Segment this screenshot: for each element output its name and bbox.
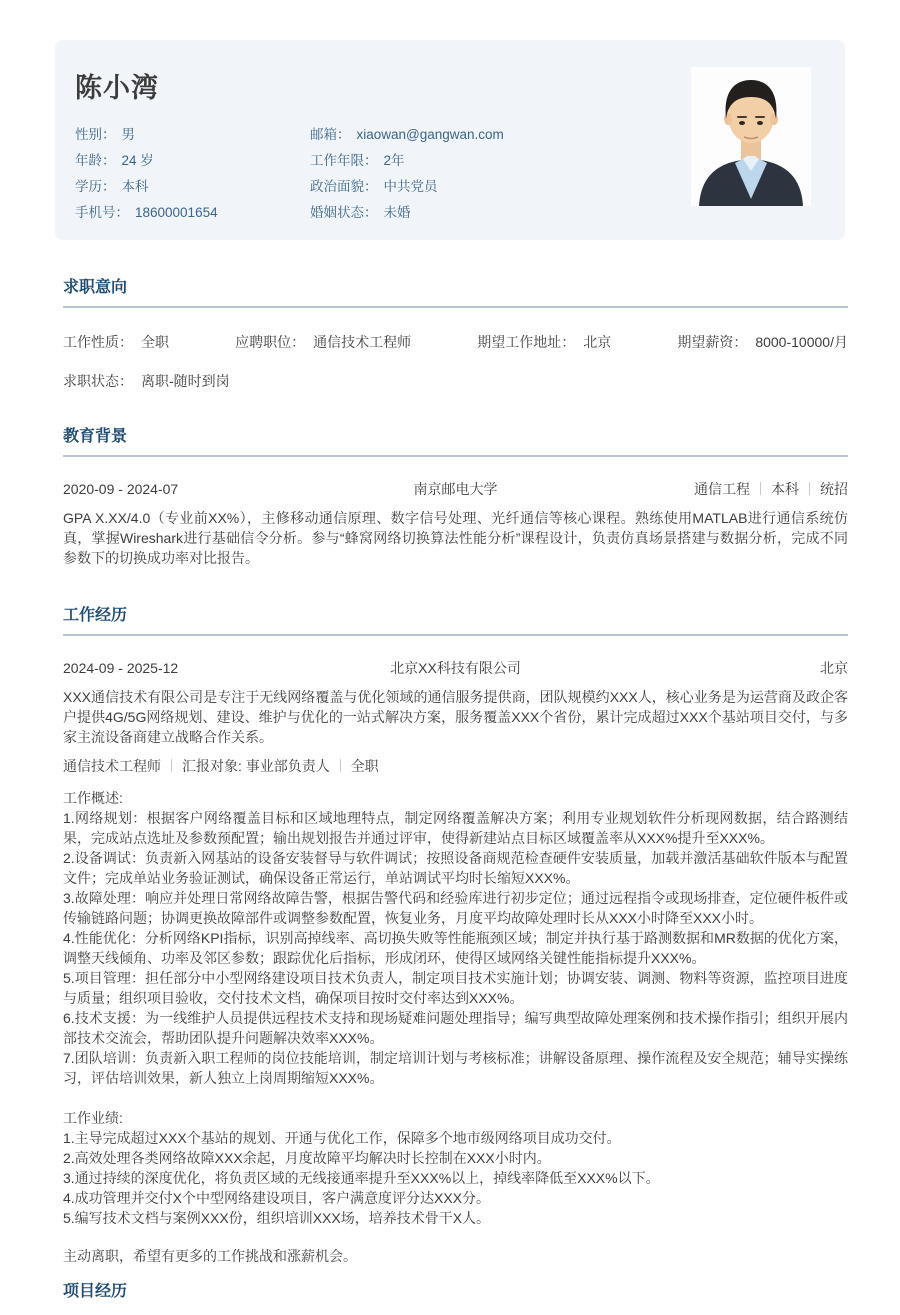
work-achievements-heading: 工作业绩: xyxy=(63,1110,123,1126)
info-field-age xyxy=(75,149,310,169)
field-label: 期望薪资： xyxy=(677,334,748,350)
section-title-project-experience: 项目经历 xyxy=(63,1283,128,1300)
separator-bar xyxy=(809,482,810,495)
field-label: 学历： xyxy=(75,179,116,194)
separator-bar xyxy=(171,759,172,772)
field-value: 男 xyxy=(121,127,135,142)
field-value: 全职 xyxy=(141,334,169,350)
intent-field-salary xyxy=(677,334,848,350)
field-value: 未婚 xyxy=(383,205,411,220)
field-label: 邮箱： xyxy=(310,127,351,142)
separator-bar xyxy=(760,482,761,495)
education-enrollment-type: 统招 xyxy=(820,481,848,497)
work-overview-item: 4.性能优化：分析网络KPI指标，识别高掉线率、高切换失败等性能瓶颈区域；制定并执行基于路测数据和MR数据的优化方案，调整天线倾角、功率及邻区参数；跟踪优化后指标，形成闭环，使得区域网络关键性能指标提升XXX%。 xyxy=(63,930,848,966)
resignation-note: 主动离职，希望有更多的工作挑战和涨薪机会。 xyxy=(63,1248,357,1264)
work-company-intro: XXX通信技术有限公司是专注于无线网络覆盖与优化领域的通信服务提供商，团队规模约XXX人，核心业务是为运营商及政企客户提供4G/5G网络规划、建设、维护与优化的一站式解决方案，服务覆盖XXX个省份，累计完成超过XXX个基站项目交付，与多家主流设备商建立战略合作关系。 xyxy=(63,689,848,745)
education-school: 南京邮电大学 xyxy=(413,481,498,497)
work-record-row xyxy=(63,660,848,677)
field-label: 期望工作地址： xyxy=(477,334,576,350)
field-value: 北京 xyxy=(583,334,612,350)
candidate-name: 陈小湾 xyxy=(75,73,159,103)
field-label: 应聘职位： xyxy=(235,334,306,350)
work-achievement-item: 1.主导完成超过XXX个基站的规划、开通与优化工作，保障多个地市级网络项目成功交付。 xyxy=(63,1130,621,1146)
field-value: 通信技术工程师 xyxy=(313,334,412,350)
field-value: 8000-10000/月 xyxy=(755,334,848,350)
info-field-experience-years xyxy=(310,149,615,169)
info-field-marital-status xyxy=(310,201,615,221)
work-overview-block xyxy=(63,788,848,1088)
info-field-political-status xyxy=(310,175,615,195)
work-achievement-item: 5.编写技术文档与案例XXX份，组织培训XXX场，培养技术骨干X人。 xyxy=(63,1210,491,1226)
work-overview-item: 5.项目管理：担任部分中小型网络建设项目技术负责人，制定项目技术实施计划；协调安装、调测、物料等资源，监控项目进度与质量；组织项目验收，交付技术文档，确保项目按时交付率达到XXX%。 xyxy=(63,970,848,1006)
field-value: 本科 xyxy=(121,179,149,194)
field-value: 离职-随时到岗 xyxy=(141,373,230,389)
work-job-title: 通信技术工程师 xyxy=(63,758,161,774)
field-value: 24 岁 xyxy=(121,153,154,168)
intent-field-job-type xyxy=(63,334,169,350)
work-overview-item: 2.设备调试：负责新入网基站的设备安装督导与软件调试；按照设备商规范检查硬件安装质量，加载并激活基础软件版本与配置文件；完成单站业务验证测试，确保设备正常运行，单站调试平均时长缩短XXX%。 xyxy=(63,850,848,886)
info-field-education xyxy=(75,175,310,195)
field-value: 2年 xyxy=(383,153,405,168)
section-title-education: 教育背景 xyxy=(63,423,848,457)
separator-bar xyxy=(340,759,341,772)
work-overview-item: 6.技术支援：为一线维护人员提供远程技术支持和现场疑难问题处理指导；编写典型故障处理案例和技术操作指引；组织开展内部技术交流会，帮助团队提升问题解决效率XXX%。 xyxy=(63,1010,848,1046)
intent-field-location xyxy=(477,334,611,350)
field-label: 工作年限： xyxy=(310,153,378,168)
field-label: 年龄： xyxy=(75,153,116,168)
field-label: 婚姻状态： xyxy=(310,205,378,220)
work-company: 北京XX科技有限公司 xyxy=(390,660,521,676)
resume-page xyxy=(0,40,900,1315)
education-major: 通信工程 xyxy=(694,481,750,497)
section-education xyxy=(63,423,848,568)
field-value: 18600001654 xyxy=(135,205,218,220)
job-intention-fields xyxy=(63,334,848,350)
section-job-intention xyxy=(63,274,848,389)
work-overview-item: 1.网络规划：根据客户网络覆盖目标和区域地理特点，制定网络覆盖解决方案；利用专业规划软件分析现网数据，结合路测结果，完成站点选址及参数预配置；输出规划报告并通过评审，使得新建站点目标区域覆盖率从XXX%提升至XXX%。 xyxy=(63,810,848,846)
work-overview-heading: 工作概述: xyxy=(63,790,123,806)
work-period: 2024-09 - 2025-12 xyxy=(63,660,179,676)
field-label: 求职状态： xyxy=(63,373,133,389)
section-title-work-experience: 工作经历 xyxy=(63,602,848,636)
intent-field-position xyxy=(235,334,411,350)
education-description: GPA X.XX/4.0（专业前XX%），主修移动通信原理、数字信号处理、光纤通信等核心课程。熟练使用MATLAB进行通信系统仿真，掌握Wireshark进行基础信令分析。参与“蜂窝网络切换算法性能分析”课程设计，负责仿真场景搭建与数据分析，完成不同参数下的切换成功率对比报告。 xyxy=(63,510,848,566)
work-achievement-item: 2.高效处理各类网络故障XXX余起，月度故障平均解决时长控制在XXX小时内。 xyxy=(63,1150,551,1166)
header-info-grid xyxy=(75,120,615,224)
work-meta-row xyxy=(63,758,848,775)
profile-photo xyxy=(691,67,811,206)
resume-content xyxy=(63,274,848,1301)
field-label: 手机号： xyxy=(75,205,129,220)
work-achievement-item: 3.通过持续的深度优化，将负责区域的无线接通率提升至XXX%以上，掉线率降低至XXX%以下。 xyxy=(63,1170,660,1186)
education-tags xyxy=(628,481,848,498)
intent-field-status xyxy=(63,373,848,389)
info-field-email xyxy=(310,123,615,143)
section-work-experience xyxy=(63,602,848,1266)
work-overview-item: 3.故障处理：响应并处理日常网络故障告警，根据告警代码和经验库进行初步定位；通过远程指令或现场排查，定位硬件板件或传输链路问题；协调更换故障部件或调整参数配置，恢复业务，月度平均故障处理时长从XXX小时降至XXX小时。 xyxy=(63,890,848,926)
header-card xyxy=(55,40,845,240)
work-achievements-block xyxy=(63,1108,848,1228)
field-label: 工作性质： xyxy=(63,334,133,350)
field-label: 性别： xyxy=(75,127,116,142)
education-period: 2020-09 - 2024-07 xyxy=(63,481,179,497)
work-report-to: 汇报对象: 事业部负责人 xyxy=(182,758,330,774)
section-title-job-intention: 求职意向 xyxy=(63,274,848,308)
work-overview-item: 7.团队培训：负责新入职工程师的岗位技能培训，制定培训计划与考核标准；讲解设备原理、操作流程及安全规范；辅导实操练习，评估培训效果，新人独立上岗周期缩短XXX%。 xyxy=(63,1050,848,1086)
work-employment-type: 全职 xyxy=(350,758,379,774)
info-field-phone xyxy=(75,201,310,221)
education-degree: 本科 xyxy=(771,481,799,497)
work-location: 北京 xyxy=(820,660,848,676)
education-record-row xyxy=(63,481,848,498)
field-label: 政治面貌： xyxy=(310,179,378,194)
field-value: xiaowan@gangwan.com xyxy=(356,127,504,142)
field-value: 中共党员 xyxy=(383,179,438,194)
work-achievement-item: 4.成功管理并交付X个中型网络建设项目，客户满意度评分达XXX分。 xyxy=(63,1190,491,1206)
info-field-gender xyxy=(75,123,310,143)
